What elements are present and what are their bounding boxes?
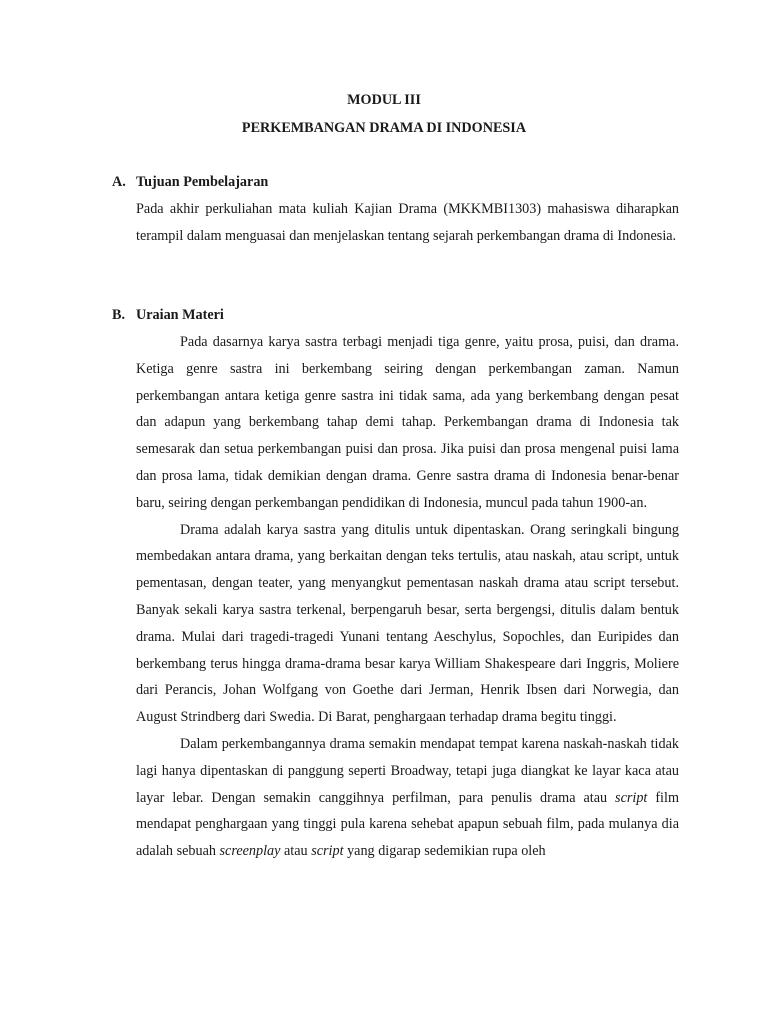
section-a-paragraph: Pada akhir perkuliahan mata kuliah Kajian Drama (MKKMBI1303) mahasiswa diharapkan terampil dalam menguasai dan menjelaskan tentang sejarah perkembangan drama di Indonesia. — [136, 201, 679, 244]
paragraph-3-italic-script-2: script — [311, 843, 344, 860]
section-a-title: Tujuan Pembelajaran — [136, 174, 269, 190]
section-a-body — [136, 196, 679, 250]
paragraph-3-text-3: atau — [280, 843, 312, 860]
section-b-paragraph-3 — [136, 731, 679, 865]
section-b-paragraph-2: Drama adalah karya sastra yang ditulis untuk dipentaskan. Orang seringkali bingung membedakan antara drama, yang berkaitan dengan teks tertulis, atau naskah, atau script, untuk pementasan, dengan teater, yang menyangkut pementasan naskah drama atau script tersebut. Banyak sekali karya sastra terkenal, berpengaruh besar, serta bergengsi, ditulis dalam bentuk drama. Mulai dari tragedi-tragedi Yunani tentang Aeschylus, Sopochles, dan Euripides dan berkembang terus hingga drama-drama besar karya William Shakespeare dari Inggris, Moliere dari Perancis, Johan Wolfgang von Goethe dari Jerman, Henrik Ibsen dari Norwegia, dan August Strindberg dari Swedia. Di Barat, penghargaan terhadap drama begitu tinggi. — [136, 521, 679, 726]
section-a-letter: A. — [112, 174, 126, 190]
section-b-letter: B. — [112, 307, 126, 323]
section-a-heading — [112, 174, 268, 191]
paragraph-3-text-2: film mendapat penghargaan yang tinggi pula karena sehebat apapun sebuah film, pada mulanya dia adalah sebuah — [136, 789, 679, 860]
section-b-title: Uraian Materi — [136, 307, 224, 323]
paragraph-3-text-4: yang digarap sedemikian rupa oleh — [343, 843, 546, 860]
paragraph-3-italic-script-1: script — [615, 789, 648, 806]
section-b-heading — [112, 307, 224, 324]
document-subtitle: PERKEMBANGAN DRAMA DI INDONESIA — [241, 120, 527, 136]
section-b-paragraph-1: Pada dasarnya karya sastra terbagi menjadi tiga genre, yaitu prosa, puisi, dan drama. Ketiga genre sastra ini berkembang seiring dengan perkembangan zaman. Namun perkembangan antara ketiga genre sastra ini tidak sama, ada yang berkembang dengan pesat dan adapun yang berkembang tahap demi tahap. Perkembangan drama di Indonesia tak semesarak dan setua perkembangan puisi dan prosa. Jika puisi dan prosa mengenal puisi lama dan prosa lama, tidak demikian dengan drama. Genre sastra drama di Indonesia benar-benar baru, seiring dengan perkembangan pendidikan di Indonesia, muncul pada tahun 1900-an. — [136, 334, 679, 511]
paragraph-3-italic-screenplay: screenplay — [219, 843, 281, 860]
document-title: MODUL III — [347, 92, 421, 108]
paragraph-3-text-1: Dalam perkembangannya drama semakin mendapat tempat karena naskah-naskah tidak lagi hanya dipentaskan di panggung seperti Broadway, tetapi juga diangkat ke layar kaca atau layar lebar. Dengan semakin canggihnya perfilman, para penulis drama atau — [136, 735, 679, 806]
section-b-body — [136, 329, 679, 865]
